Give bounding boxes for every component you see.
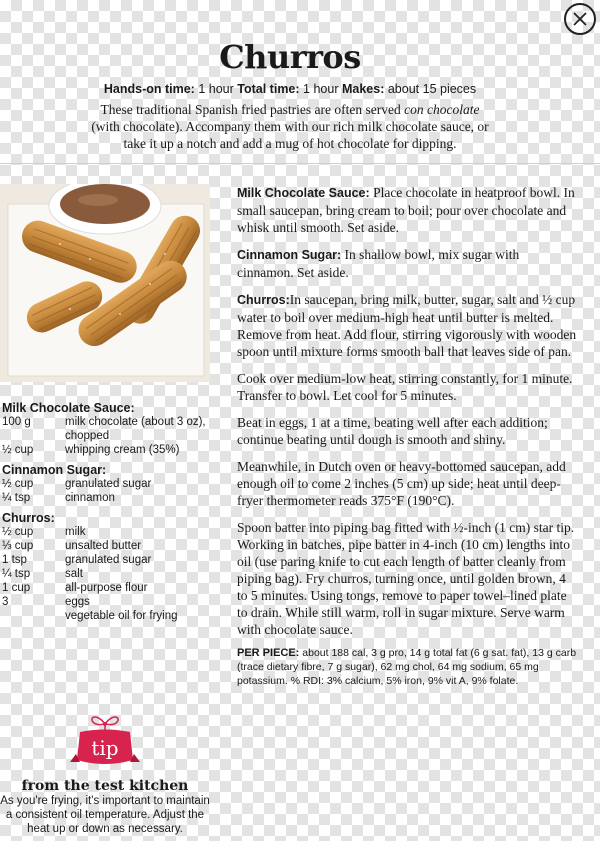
handson-label: Hands-on time: [103, 82, 195, 96]
step-text: Beat in eggs, 1 at a time, beating well after each addition; continue beating until dough is smooth and shiny. [237, 415, 548, 447]
ingredients-list [2, 401, 217, 623]
step-text: In saucepan, bring milk, butter, sugar, salt and ½ cup water to boil over medium-high heat until butter is melted. Remove from heat. Add flour, stirring vigorously with wooden spoon until mixture forms smooth ball that leaves side of pan. [237, 292, 577, 359]
recipe-title: Churros [219, 38, 361, 76]
ingredient-name: eggs [65, 596, 90, 608]
ingredient-name: vegetable oil for frying [65, 610, 178, 622]
makes-label: Makes: [341, 82, 385, 96]
step-label: Cinnamon Sugar: [237, 248, 342, 262]
ingredient-qty: ½ cup [2, 444, 34, 456]
intro-italic: con chocolate [404, 102, 480, 117]
tip-box [0, 710, 210, 836]
ingredient-qty: 1 cup [2, 582, 31, 594]
method-step [237, 246, 577, 281]
divider [0, 163, 600, 164]
ingredient-qty [2, 609, 65, 623]
ingredient-group-sauce [2, 401, 217, 457]
step-text: Spoon batter into piping bag fitted with ½-inch (1 cm) star tip. Working in batches, pipe batter in 4-inch (10 cm) lengths into oil (use paring knife to cut each length of batter cleanly from piping bag). Fry churros, turning once, until golden brown, 4 to 5 minutes. Using tongs, remove to paper towel–lined plate to drain. While still warm, roll in sugar mixture. Serve warm with chocolate sauce. [237, 520, 575, 637]
ingredient-row [2, 477, 217, 491]
tip-title: from the test kitchen [21, 778, 189, 794]
churros-photo [0, 184, 210, 382]
method-step [237, 414, 577, 448]
ingredient-heading: Cinnamon Sugar: [2, 463, 107, 477]
ingredient-row [2, 581, 217, 595]
nutrition-text: about 188 cal, 3 g pro, 14 g total fat (6 g sat. fat), 13 g carb (trace dietary fibre, 7 g sugar), 62 mg chol, 64 mg sodium, 65 mg potassium. % RDI: 3% calcium, 5% iron, 9% vit A, 9% folate. [237, 647, 577, 687]
method-steps [237, 184, 577, 688]
recipe-meta [0, 82, 580, 96]
total-value: 1 hour [303, 82, 339, 96]
close-button[interactable] [564, 3, 596, 35]
ingredient-qty: ⅓ cup [2, 540, 34, 552]
ingredient-qty: ¼ tsp [2, 568, 31, 580]
method-step [237, 184, 577, 236]
method-step [237, 458, 577, 509]
ingredient-row [2, 525, 217, 539]
nutrition-label: PER PIECE: [237, 647, 300, 659]
method-step [237, 519, 577, 638]
ingredient-name: milk [65, 526, 86, 538]
method-step [237, 370, 577, 404]
ingredient-group-churros [2, 511, 217, 623]
close-icon [572, 11, 588, 27]
ingredient-heading: Milk Chocolate Sauce: [2, 401, 135, 415]
tip-text: As you're frying, it's important to maintain a consistent oil temperature. Adjust the heat up or down as necessary. [0, 795, 210, 835]
ingredient-qty: 1 tsp [2, 554, 27, 566]
step-label: Milk Chocolate Sauce: [237, 186, 370, 200]
ingredient-qty: 3 [2, 596, 9, 608]
ingredient-row [2, 609, 217, 623]
ingredient-row [2, 539, 217, 553]
ingredient-row [2, 595, 217, 609]
tip-badge-icon [70, 710, 140, 776]
ingredient-name: all-purpose flour [65, 582, 148, 594]
ingredient-name: unsalted butter [65, 540, 142, 552]
ingredient-row [2, 553, 217, 567]
ingredient-name: milk chocolate (about 3 oz), chopped [65, 416, 206, 442]
handson-value: 1 hour [198, 82, 234, 96]
ingredient-row [2, 567, 217, 581]
ingredient-row [2, 415, 217, 443]
ingredient-qty: ½ cup [2, 526, 34, 538]
total-label: Total time: [237, 82, 300, 96]
ingredient-qty: ¼ tsp [2, 492, 31, 504]
recipe-intro [90, 101, 490, 152]
ingredient-group-cinnamon [2, 463, 217, 505]
intro-text-end: (with chocolate). Accompany them with our rich milk chocolate sauce, or take it up a notch and add a mug of hot chocolate for dipping. [91, 119, 489, 151]
ingredient-name: cinnamon [65, 492, 115, 504]
ingredient-qty: 100 g [2, 416, 31, 428]
ingredient-name: salt [65, 568, 83, 580]
method-step [237, 291, 577, 360]
intro-text: These traditional Spanish fried pastries are often served [100, 102, 405, 117]
step-label: Churros: [237, 293, 290, 307]
ingredient-name: whipping cream (35%) [65, 444, 180, 456]
ingredient-row [2, 443, 217, 457]
svg-text:tip: tip [91, 736, 119, 760]
step-text: Cook over medium-low heat, stirring constantly, for 1 minute. Transfer to bowl. Let cool for 5 minutes. [237, 371, 573, 403]
ingredient-name: granulated sugar [65, 554, 152, 566]
ingredient-qty: ½ cup [2, 478, 34, 490]
ingredient-row [2, 491, 217, 505]
step-text: Place chocolate in heatproof bowl. In small saucepan, bring cream to boil; pour over chocolate and whisk until smooth. Set aside. [237, 185, 575, 235]
nutrition-info [237, 646, 577, 688]
ingredient-name: granulated sugar [65, 478, 152, 490]
ingredient-heading: Churros: [2, 511, 55, 525]
step-text: Meanwhile, in Dutch oven or heavy-bottomed saucepan, add enough oil to come 2 inches (5 cm) up side; heat until deep-fryer thermometer reads 375°F (190°C). [237, 459, 566, 508]
makes-value: about 15 pieces [387, 82, 477, 96]
step-text: In shallow bowl, mix sugar with cinnamon. Set aside. [237, 247, 520, 280]
